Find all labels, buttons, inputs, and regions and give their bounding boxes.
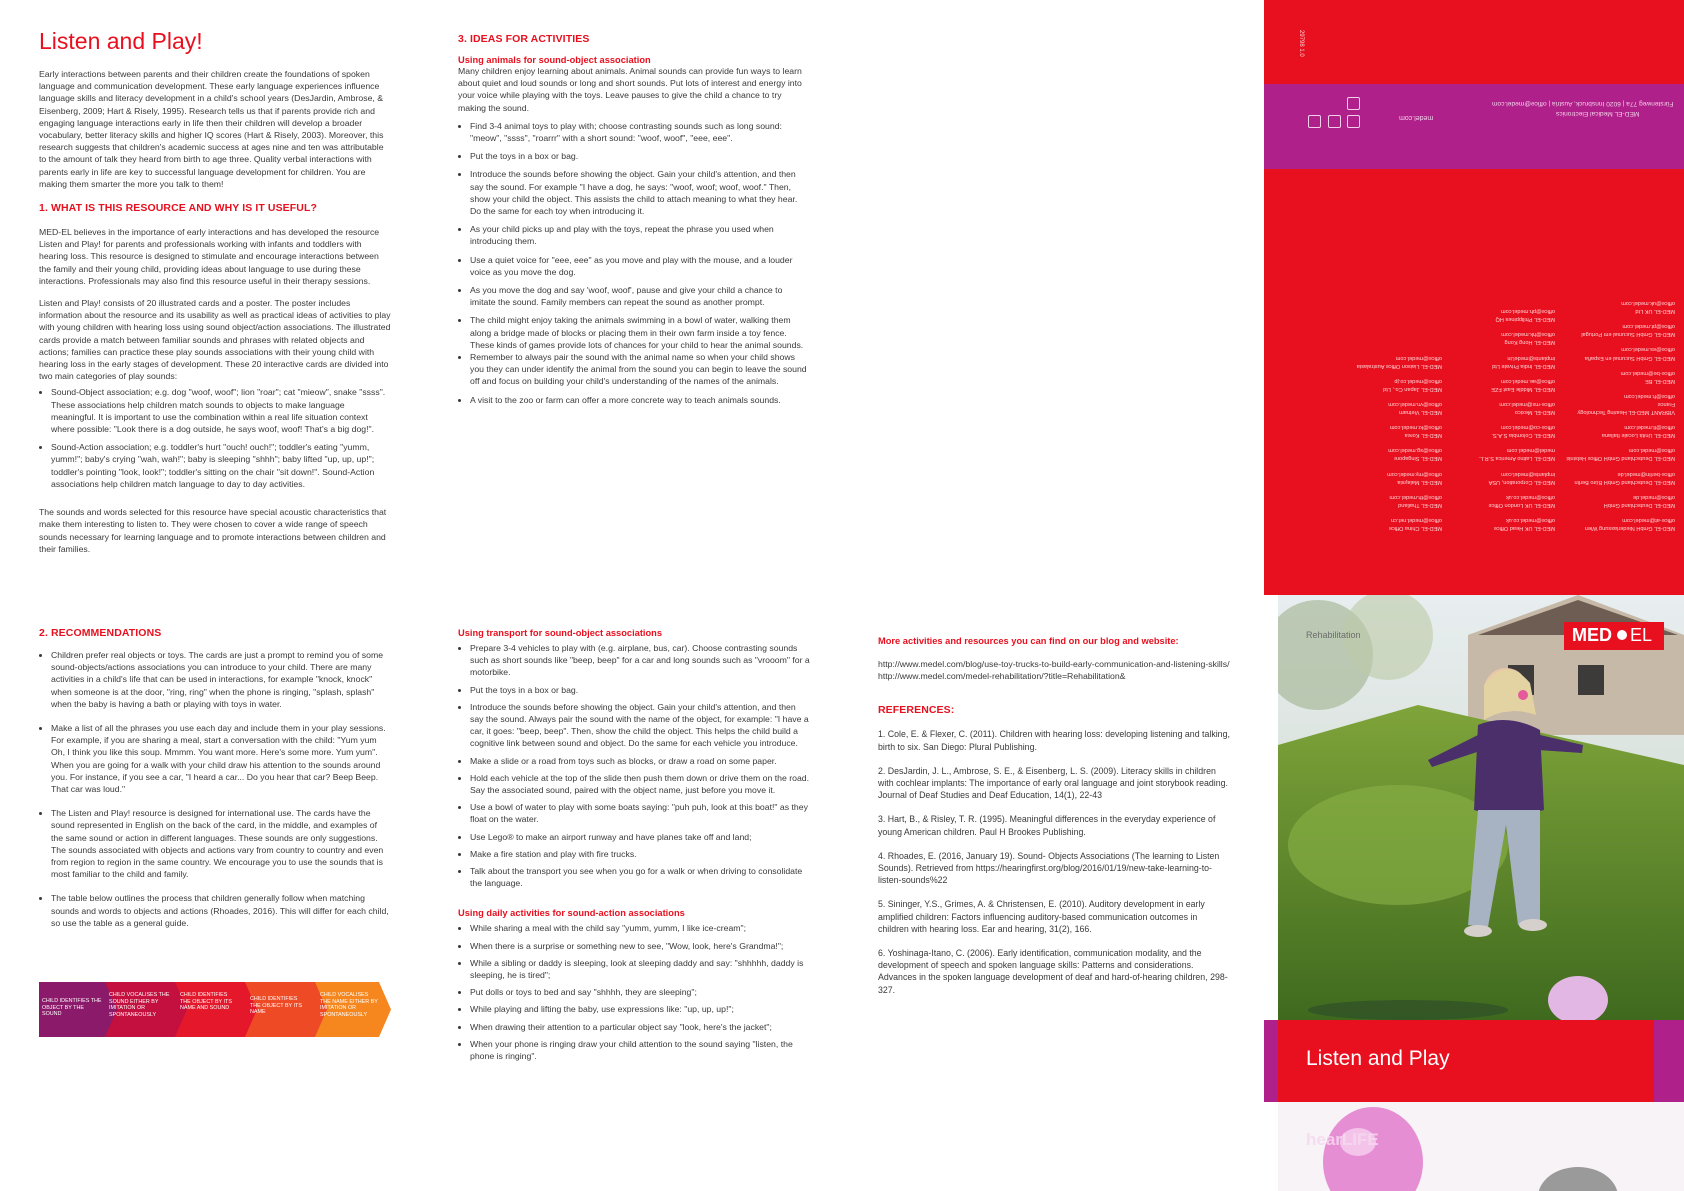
- office-line: MED-EL UK Ltd: [1635, 308, 1675, 315]
- logo-text-el: EL: [1630, 625, 1653, 645]
- medel-logo: [1564, 622, 1664, 650]
- twitter-icon[interactable]: [1347, 97, 1360, 110]
- office-line: office@ae.medel.com: [1500, 377, 1555, 384]
- office-line: office@hk.medel.com: [1501, 331, 1555, 338]
- resource-link[interactable]: http://www.medel.com/medel-rehabilitation/?title=Rehabilitation&: [878, 671, 1126, 682]
- list-item: • Put the toys in a box or bag.: [470, 684, 810, 696]
- office-line: MED-EL Hong Kong: [1504, 339, 1555, 346]
- list-item: • Make a slide or a road from toys such as blocks, or draw a road on some paper.: [470, 755, 810, 767]
- reference-item: 4. Rhoades, E. (2016, January 19). Sound- Objects Associations (The learning to Listen Sounds). Retrieved from https://hearingfirst.org/blog/2016/01/19/new-take-learning-to-listen-sounds%22: [878, 850, 1220, 886]
- company-name: MED-EL Medical Electronics: [1556, 110, 1640, 117]
- list-item: • Hold each vehicle at the top of the slide then push them down or drive them on the road. Say the associated sound, paired with the object name, just before you move it.: [470, 772, 810, 796]
- list-item: • While a sibling or daddy is sleeping, look at sleeping daddy and say: "shhhhh, daddy is sleeping, he is tired";: [470, 957, 810, 981]
- office-line: office@medel.com: [1628, 447, 1675, 454]
- office-line: MED-EL GmbH Niederlassung Wien: [1584, 525, 1675, 531]
- reference-item: 6. Yoshinaga-Itano, C. (2006). Early identification, communication modality, and the development of speech and spoken language skills: Patterns and considerations. Advances in the spoken language development of deaf and hard-of-hearing children, 298-327.: [878, 948, 1228, 995]
- list-item: • Prepare 3-4 vehicles to play with (e.g. airplane, bus, car). Choose contrasting sounds such as short sounds like "beep, beep" for a car and long sounds such as "vrooom" for a motorbike.: [470, 642, 810, 679]
- office-line: implants@medel.com: [1501, 470, 1555, 477]
- office-line: MED-EL Latino America S.R.L.: [1478, 455, 1555, 462]
- chevron-step-2-label: CHILD VOCALISES THE SOUND EITHER BY IMITATION OR SPONTANEOUSLY: [109, 992, 170, 1018]
- intro-paragraph: Early interactions between parents and their children create the foundations of spoken language and communication development. These early language experiences influence language skills and literacy development in a child's school years (DesJardin, Ambrose, & Eisenberg, 2009; Hart & Risely, 1995). Research tells us that if parents provide rich and engaging language interactions early in life then their children will develop a broader vocabulary, better literacy skills and higher IQ scores (Hart & Risely, 2003). Moreover, this research suggests that children's academic success at ages nine and ten was attributable to the amount of talk they heard from birth to age three. Quality verbal interactions with parents early in life are key to successful language development for children. You are making them smarter the more you talk to them!: [39, 69, 384, 189]
- hearlife-tagline: hearLIFE: [1306, 1130, 1379, 1149]
- list-item: • The Listen and Play! resource is designed for international use. The cards have the sound represented in English on the back of the card, in the middle, and examples of the same sound or action in different languages. These sounds are only suggestions. The sounds associated with objects and actions vary from country to country and even from region to region in the same country. We encourage you to use the sounds that is most familiar to the child and family.: [51, 807, 391, 880]
- animals-list: [458, 120, 810, 406]
- office-line: MED-EL Singapore: [1394, 455, 1442, 462]
- office-line: office@medel.co.jp: [1394, 377, 1442, 384]
- list-item: • Use a bowl of water to play with some boats saying: "puh puh, look at this boat!" as they float on the water.: [470, 801, 810, 825]
- office-line: MED-EL Unità Locale Italiana: [1601, 432, 1675, 439]
- list-item: • Find 3-4 animal toys to play with; choose contrasting sounds such as long sound: "meow", "ssss", "roarrr" with a short sound: "woof, woof", "eee, eee".: [470, 120, 810, 144]
- cover-title: Listen and Play: [1306, 1047, 1450, 1070]
- office-line: medel@medel.com: [1506, 447, 1555, 454]
- list-item: • When your phone is ringing draw your child attention to the sound saying "listen, the phone is ringing".: [470, 1038, 810, 1062]
- left-column: [39, 28, 391, 565]
- offices-column-2: [1445, 202, 1555, 532]
- office-line: office@fr.medel.com: [1624, 392, 1675, 399]
- recommendations-list: [39, 649, 391, 929]
- list-item: • Use Lego® to make an airport runway and have planes take off and land;: [470, 831, 810, 843]
- list-item: • Put dolls or toys to bed and say "shhhh, they are sleeping";: [470, 986, 810, 998]
- daily-list: [458, 922, 810, 1062]
- office-line: office@uk.medel.com: [1621, 300, 1675, 307]
- middle-column: [458, 33, 810, 412]
- office-line: MED-EL China Office: [1388, 525, 1442, 531]
- resource-link[interactable]: http://www.medel.com/blog/use-toy-trucks-to-build-early-communication-and-listening-skills/: [878, 659, 1230, 669]
- animals-intro: Many children enjoy learning about animals. Animal sounds can provide fun ways to learn about quiet and loud sounds or long and short sounds. Put lots of interest and energy into your voice while playing with the toys. Leave pauses to give the child a chance to try making the sound.: [458, 66, 802, 113]
- office-line: MED-EL Mexico: [1514, 409, 1555, 416]
- office-line: office@ph.medel.com: [1500, 308, 1555, 315]
- section2-heading: 2. RECOMMENDATIONS: [39, 627, 162, 639]
- office-line: MED-EL Colombia S.A.S.: [1491, 432, 1555, 439]
- office-line: office@my.medel.com: [1387, 470, 1442, 477]
- office-line: office@vn.medel.com: [1388, 400, 1442, 407]
- transport-heading: Using transport for sound-object associations: [458, 628, 663, 638]
- offices-column-3: [1334, 202, 1442, 532]
- list-item: • Introduce the sounds before showing the object. Gain your child's attention, and then say the sound. Always pair the sound with the name of the object, for example: "I have a car, it goes: "beep, beep". Then, show the child the object. This helps the child build a cognitive link between sound and object. Do the same for each vehicle you introduce.: [470, 701, 810, 750]
- office-line: office@kr.medel.com: [1389, 424, 1442, 431]
- office-line: MED-EL Korea: [1404, 432, 1442, 439]
- references-column: [878, 636, 1230, 1008]
- office-line: MED-EL Deutschland GmbH: [1603, 501, 1675, 508]
- more-resources-heading: More activities and resources you can find on our blog and website:: [878, 636, 1179, 646]
- list-item: • While playing and lifting the baby, use expressions like: "up, up, up!";: [470, 1003, 810, 1015]
- list-item: • Children prefer real objects or toys. The cards are just a prompt to remind you of some sound-objects/actions associations you can introduce to your child. There are many activities in a child's life that can be used in interactions, for example "knock, knock" when someone is at the door, "ring, ring" when the phone is ringing, "splash, splash" when the baby is having a bath or playing with toys in water.: [51, 649, 391, 710]
- office-line: MED-EL BE: [1645, 377, 1675, 384]
- chevron-step-4-label: CHILD IDENTIFIES THE OBJECT BY ITS NAME: [250, 996, 302, 1016]
- office-line: MED-EL Vietnam: [1399, 409, 1442, 416]
- contact-band: [1264, 84, 1684, 169]
- list-item: • Sound-Object association; e.g. dog "woof, woof"; lion "roar"; cat "mieow", snake "ssss". These associations help children match sounds to objects to make language meaningful. It is important to use the combination within a real life situation context where possible: "Look there is a dog outside, he says woof, woof! That's a big dog!".: [51, 386, 391, 435]
- office-line: implants@medel.in: [1507, 354, 1555, 361]
- list-item: • The child might enjoy taking the animals swimming in a bowl of water, walking them along a bridge made of blocks or placing them in their own farm inside a toy fence. These kinds of games provide lots of chances for your child to hear the animal sounds.: [470, 314, 810, 351]
- list-item: • The table below outlines the process that children generally follow when matching sounds and words to objects and actions (Rhoades, 2016). This will differ for each child, so use the table as a general guide.: [51, 892, 391, 929]
- office-line: MED-EL Middle East FZE: [1491, 385, 1555, 392]
- office-line: MED-EL Philippines HQ: [1495, 316, 1555, 323]
- section1-heading: 1. WHAT IS THIS RESOURCE AND WHY IS IT USEFUL?: [39, 202, 317, 215]
- chevron-step-3-label: CHILD IDENTIFIES THE OBJECT BY ITS NAME AND SOUND: [180, 992, 232, 1012]
- office-line: office@medel.de: [1633, 493, 1675, 500]
- office-line: office-berlin@medel.de: [1617, 470, 1675, 477]
- office-line: office@es.medel.com: [1621, 346, 1675, 353]
- daily-heading: Using daily activities for sound-action associations: [458, 908, 685, 919]
- app-icon[interactable]: [1347, 115, 1360, 128]
- office-line: MED-EL GmbH Sucursal em Portugal: [1581, 331, 1675, 338]
- section1-paragraph-1: MED-EL believes in the importance of early interactions and has developed the resource Listen and Play! for parents and professionals working with infants and toddlers with hearing loss. This resource is designed to stimulate and encourage interactions between the family and their young child, providing ideas about language to use during these interactions. Professionals may also find this resource useful in their therapy sessions.: [39, 227, 380, 286]
- office-line: MED-EL UK London Office: [1488, 501, 1555, 508]
- list-item: • Talk about the transport you see when you go for a walk or when driving to consolidate the language.: [470, 865, 810, 889]
- office-line: MED-EL Malaysia: [1397, 478, 1442, 485]
- list-item: • When there is a surprise or something new to see, "Wow, look, here's Grandma!";: [470, 940, 810, 952]
- cover-accent-right: [1654, 1020, 1684, 1102]
- youtube-icon[interactable]: [1308, 115, 1321, 128]
- office-line: MED-EL GmbH Sucursal en España: [1584, 354, 1675, 361]
- reference-item: 5. Sininger, Y.S., Grimes, A. & Christensen, E. (2010). Auditory development in early amplified children: Factors influencing auditory-based communication outcomes in children with hearing loss. Ear and hearing, 31(2), 166.: [878, 899, 1205, 934]
- document-code: 29798 1.0: [1298, 30, 1304, 57]
- office-line: office-mx@medel.com: [1499, 400, 1555, 407]
- list-item: • Sound-Action association; e.g. toddler's hurt "ouch! ouch!"; toddler's eating "yumm, yumm!"; baby's crying "wah, wah!"; baby is sleeping "shhh"; baby lifted "up, up, up!"; toddler's pointing "look, look!"; toddler's sitting on the chair "sit down!". Sound-Action associations help children match language to day to day activities.: [51, 441, 391, 490]
- cover-accent-left: [1264, 1020, 1278, 1102]
- facebook-icon[interactable]: [1328, 115, 1341, 128]
- office-line: office@sg.medel.com: [1388, 447, 1442, 454]
- logo-dot-icon: [1617, 630, 1627, 640]
- chevron-step-5-label: CHILD VOCALISES THE NAME EITHER BY IMITATION OR SPONTANEOUSLY: [320, 992, 378, 1018]
- reference-item: 1. Cole, E. & Flexer, C. (2011). Children with hearing loss: developing listening and talking, birth to six. San Diego: Plural Publishing.: [878, 729, 1230, 752]
- list-item: • Make a fire station and play with fire trucks.: [470, 848, 810, 860]
- references-heading: REFERENCES:: [878, 704, 955, 717]
- list-item: • Use a quiet voice for "eee, eee" as you move and play with the mouse, and a louder voice as you move the dog.: [470, 254, 810, 278]
- chevron-step-1-label: CHILD IDENTIFIES THE OBJECT BY THE SOUND: [42, 998, 102, 1018]
- list-item: • Make a list of all the phrases you use each day and include them in your play sessions. For example, if you are sharing a meal, start a conversation with the child: "Yum yum Oh, I think you like this soup. Mmmm. You want more. Here's some more. Yum yum". When you are going for a walk with your child draw his attention to the sounds around you. For instance, if you see a car, "I heard a car... Do you hear that car? Beep Beep. That car was loud.": [51, 722, 391, 795]
- office-line: office@medel.net.cn: [1391, 516, 1442, 523]
- website-label: medel.com: [1399, 114, 1434, 121]
- social-icons: [1300, 114, 1360, 128]
- section1-bullet-list: [39, 386, 391, 490]
- office-line: MED-EL UK Head Office: [1493, 525, 1555, 531]
- list-item: • As you move the dog and say 'woof, woof', pause and give your child a chance to imitate the sound. Family members can repeat the sound as another prompt.: [470, 284, 810, 308]
- office-line: office@medel.com: [1395, 354, 1442, 361]
- animals-heading: Using animals for sound-object association: [458, 55, 651, 65]
- reference-item: 2. DesJardin, J. L., Ambrose, S. E., & Eisenberg, L. S. (2009). Literacy skills in children with cochlear implants: The importance of early oral language and joint storybook reading. Journal of Deaf Studies and Deaf Education, 14(1), 22-43: [878, 765, 1228, 801]
- office-line: office@it.medel.com: [1624, 424, 1675, 431]
- section1-paragraph-2: Listen and Play! consists of 20 illustrated cards and a poster. The poster includes information about the resource and its usability as well as practical ideas of activities to play with young children with hearing loss using sound object/action associations. The illustrated cards provide a match between familiar sounds and phrases with related objects and actions; families can practice these play sounds associations with their young child with hearing loss in the early stages of development. These 20 interactive cards are divided into two main categories of play sounds:: [39, 298, 391, 382]
- reference-item: 3. Hart, B., & Risley, T. R. (1995). Meaningful differences in the everyday experience of young American children. Paul H Brookes Publishing.: [878, 814, 1216, 837]
- left-column-lower: [39, 627, 391, 935]
- office-line: MED-EL Deutschland GmbH Office Helsinki: [1566, 455, 1675, 462]
- office-line: office-be@medel.com: [1620, 369, 1675, 376]
- section1-paragraph-3: The sounds and words selected for this resource have special acoustic characteristics that make them interesting to listen to. They were chosen to cover a wide range of speech sounds necessary for learning language and to promote interactions between children and their families.: [39, 507, 387, 554]
- office-line: office-co@medel.com: [1500, 424, 1555, 431]
- office-line: office@medel.co.uk: [1505, 516, 1555, 523]
- list-item: • When drawing their attention to a particular object say "look, here's the jacket";: [470, 1021, 810, 1033]
- section3-heading: 3. IDEAS FOR ACTIVITIES: [458, 33, 590, 45]
- office-line: MED-EL Liaison Office Australasia: [1356, 362, 1442, 369]
- transport-list: [458, 642, 810, 889]
- office-line: office-at@medel.com: [1622, 516, 1675, 523]
- list-item: • While sharing a meal with the child say "yumm, yumm, I like ice-cream";: [470, 922, 810, 934]
- page-title: Listen and Play!: [39, 28, 203, 54]
- office-line: MED-EL India Private Ltd: [1492, 362, 1555, 369]
- list-item: • Remember to always pair the sound with the animal name so when your child shows you they can under identify the animal from the sound you can begin to leave the sound off and focus on building your child's understanding of the names of the animals.: [470, 351, 810, 388]
- middle-column-lower: [458, 628, 810, 1067]
- rehabilitation-label: Rehabilitation: [1306, 630, 1361, 640]
- list-item: • As your child picks up and play with the toys, repeat the phrase you used when introducing them.: [470, 223, 810, 247]
- office-line: office@medel.co.uk: [1505, 493, 1555, 500]
- office-line: VIBRANT MED-EL Hearing Technology France: [1577, 400, 1675, 416]
- office-line: MED-EL Deutschland GmbH Büro Berlin: [1574, 478, 1675, 485]
- list-item: • Introduce the sounds before showing the object. Gain your child's attention, and then say the sound. For example "I have a dog, he says: "woof, woof; woof, woof." Then, show your child the object. This assists the child to attach meaning to what they hear. Do the same for each toy when introducing it.: [470, 168, 810, 217]
- cover-photo: [1278, 595, 1684, 1020]
- office-line: MED-EL Thailand: [1398, 501, 1442, 508]
- list-item: • Put the toys in a box or bag.: [470, 150, 810, 162]
- cover-title-band: [1264, 1020, 1684, 1102]
- front-cover: [1264, 595, 1684, 1191]
- offices-column-1: [1560, 202, 1675, 532]
- logo-text-med: MED: [1572, 625, 1612, 645]
- process-chevron-bar: [39, 982, 391, 1037]
- list-item: • A visit to the zoo or farm can offer a more concrete way to teach animals sounds.: [470, 394, 810, 406]
- office-line: MED-EL Corporation, USA: [1488, 478, 1555, 485]
- company-address: Fürstenweg 77a | 6020 Innsbruck, Austria | office@medel.com: [1492, 100, 1674, 107]
- office-line: office@pt.medel.com: [1622, 323, 1675, 330]
- office-line: MED-EL Japan Co., Ltd: [1383, 385, 1442, 392]
- office-line: office@th.medel.com: [1389, 493, 1442, 500]
